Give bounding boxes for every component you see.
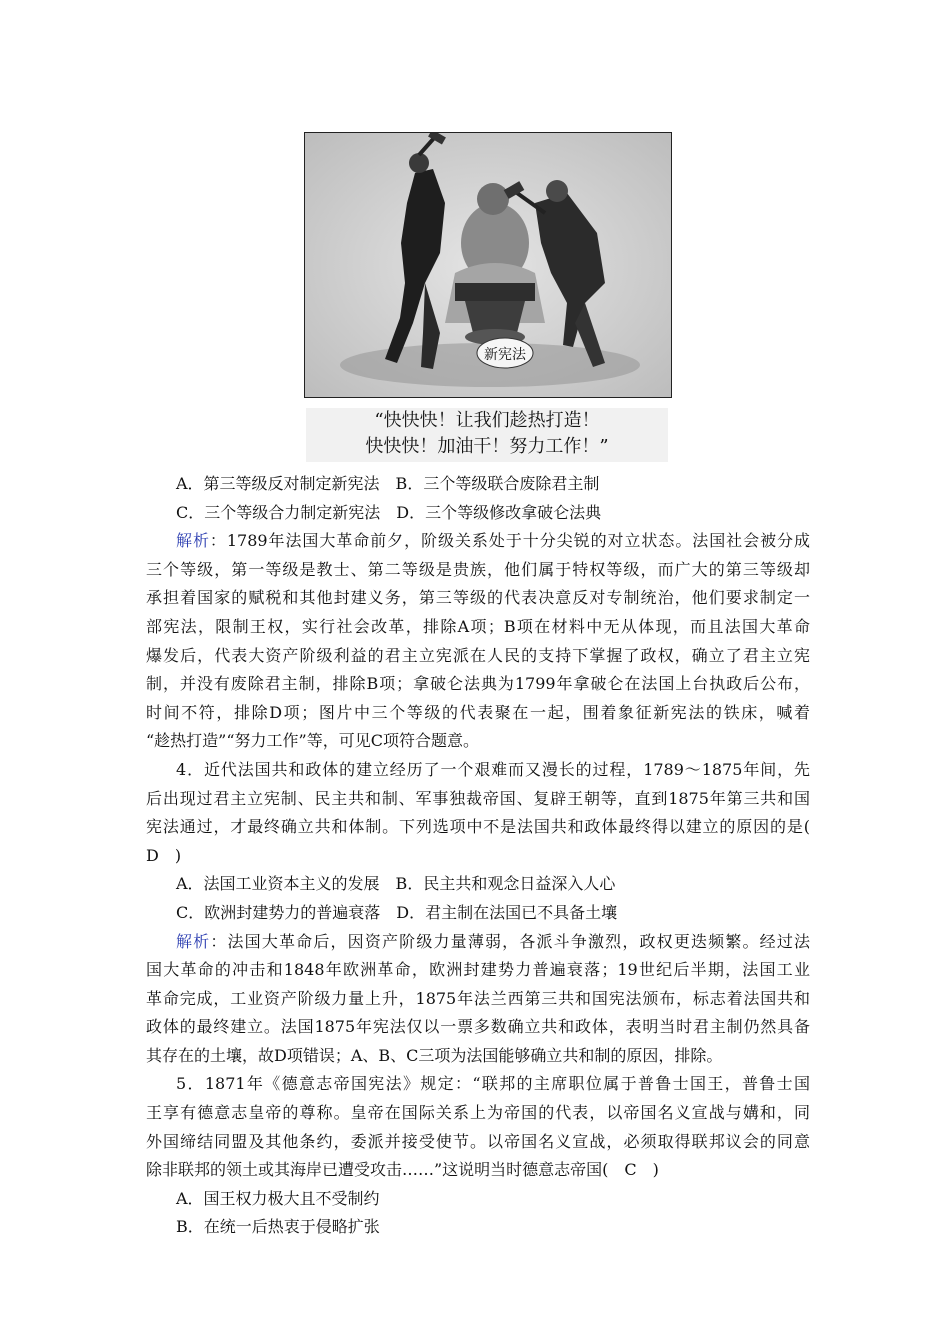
caption-line: 快快快！加油干！努力工作！” (365, 436, 609, 457)
analysis-label: 解析 (176, 931, 211, 951)
q5-stem-line: 除非联邦的领土或其海岸已遭受攻击……”这说明当时德意志帝国( C ) (146, 1160, 659, 1180)
q5-stem-line: 5．1871年《德意志帝国宪法》规定：“联邦的主席职位属于普鲁士国王，普鲁士国 (176, 1074, 810, 1094)
q4-analysis-line: 解析：法国大革命后，因资产阶级力量薄弱，各派斗争激烈，政权更迭频繁。经过法 (176, 931, 810, 951)
q5-stem-line: 外国缔结同盟及其他条约，委派并接受使节。以帝国名义宣战，必须取得联邦议会的同意 (146, 1131, 810, 1151)
q5-option-row: B．在统一后热衷于侵略扩张 (176, 1217, 380, 1237)
q3-analysis-line: 部宪法，限制王权，实行社会改革，排除A项；B项在材料中无从体现，而且法国大革命 (146, 616, 810, 636)
q4-stem-line: 宪法通过，才最终确立共和体制。下列选项中不是法国共和政体最终得以建立的原因的是( (146, 817, 810, 837)
q4-analysis-line: 政体的最终建立。法国1875年宪法仅以一票多数确立共和政体，表明当时君主制仍然具备 (146, 1017, 810, 1037)
q4-stem-line: 4．近代法国共和政体的建立经历了一个艰难而又漫长的过程，1789～1875年间，先 (176, 759, 810, 779)
cartoon-drawing (305, 133, 671, 397)
q4-option-row: C．欧洲封建势力的普遍衰落 D．君主制在法国已不具备土壤 (176, 902, 618, 922)
q4-stem-line: 后出现过君主立宪制、民主共和制、军事独裁帝国、复辟王朝等，直到1875年第三共和国 (146, 788, 810, 808)
q3-analysis-line: 承担着国家的赋税和其他封建义务，第三等级的代表决意反对专制统治，他们要求制定一 (146, 588, 810, 608)
q3-option-row: C．三个等级合力制定新宪法 D．三个等级修改拿破仑法典 (176, 502, 602, 522)
q4-analysis-line: 革命完成，工业资产阶级力量上升，1875年法兰西第三共和国宪法颁布，标志着法国共和 (146, 988, 810, 1008)
q4-stem-line: D ) (146, 845, 182, 865)
cartoon-image (304, 132, 672, 398)
cartoon-caption (306, 408, 668, 462)
q3-analysis-line: “趁热打造”“努力工作”等，可见C项符合题意。 (146, 731, 479, 751)
q3-analysis-line: 爆发后，代表大资产阶级利益的君主立宪派在人民的支持下掌握了政权，确立了君主立宪 (146, 645, 810, 665)
q4-analysis-line: 其存在的土壤，故D项错误；A、B、C三项为法国能够确立共和制的原因，排除。 (146, 1045, 723, 1065)
q4-analysis-line: 国大革命的冲击和1848年欧洲革命，欧洲封建势力普遍衰落；19世纪后半期，法国工业 (146, 960, 810, 980)
q3-analysis-line: 解析：1789年法国大革命前夕，阶级关系处于十分尖锐的对立状态。法国社会被分成 (176, 531, 810, 551)
analysis-label: 解析 (176, 531, 210, 551)
q5-option-row: A．国王权力极大且不受制约 (176, 1188, 380, 1208)
q4-option-row: A．法国工业资本主义的发展 B．民主共和观念日益深入人心 (176, 874, 616, 894)
q3-option-row: A．第三等级反对制定新宪法 B．三个等级联合废除君主制 (176, 474, 600, 493)
q5-stem-line: 王享有德意志皇帝的尊称。皇帝在国际关系上为帝国的代表，以帝国名义宣战与媾和，同 (146, 1103, 810, 1123)
caption-line: “快快快！让我们趁热打造！ (374, 410, 600, 431)
new-constitution-label: 新宪法 (484, 347, 526, 363)
document-body (146, 470, 810, 1242)
q3-analysis-line: 时间不符，排除D项；图片中三个等级的代表聚在一起，围着象征新宪法的铁床，喊着 (146, 702, 810, 722)
q3-analysis-line: 三个等级，第一等级是教士、第二等级是贵族，他们属于特权等级，而广大的第三等级却 (146, 559, 810, 579)
q3-analysis-line: 制，并没有废除君主制，排除B项；拿破仑法典为1799年拿破仑在法国上台执政后公布， (146, 674, 810, 694)
